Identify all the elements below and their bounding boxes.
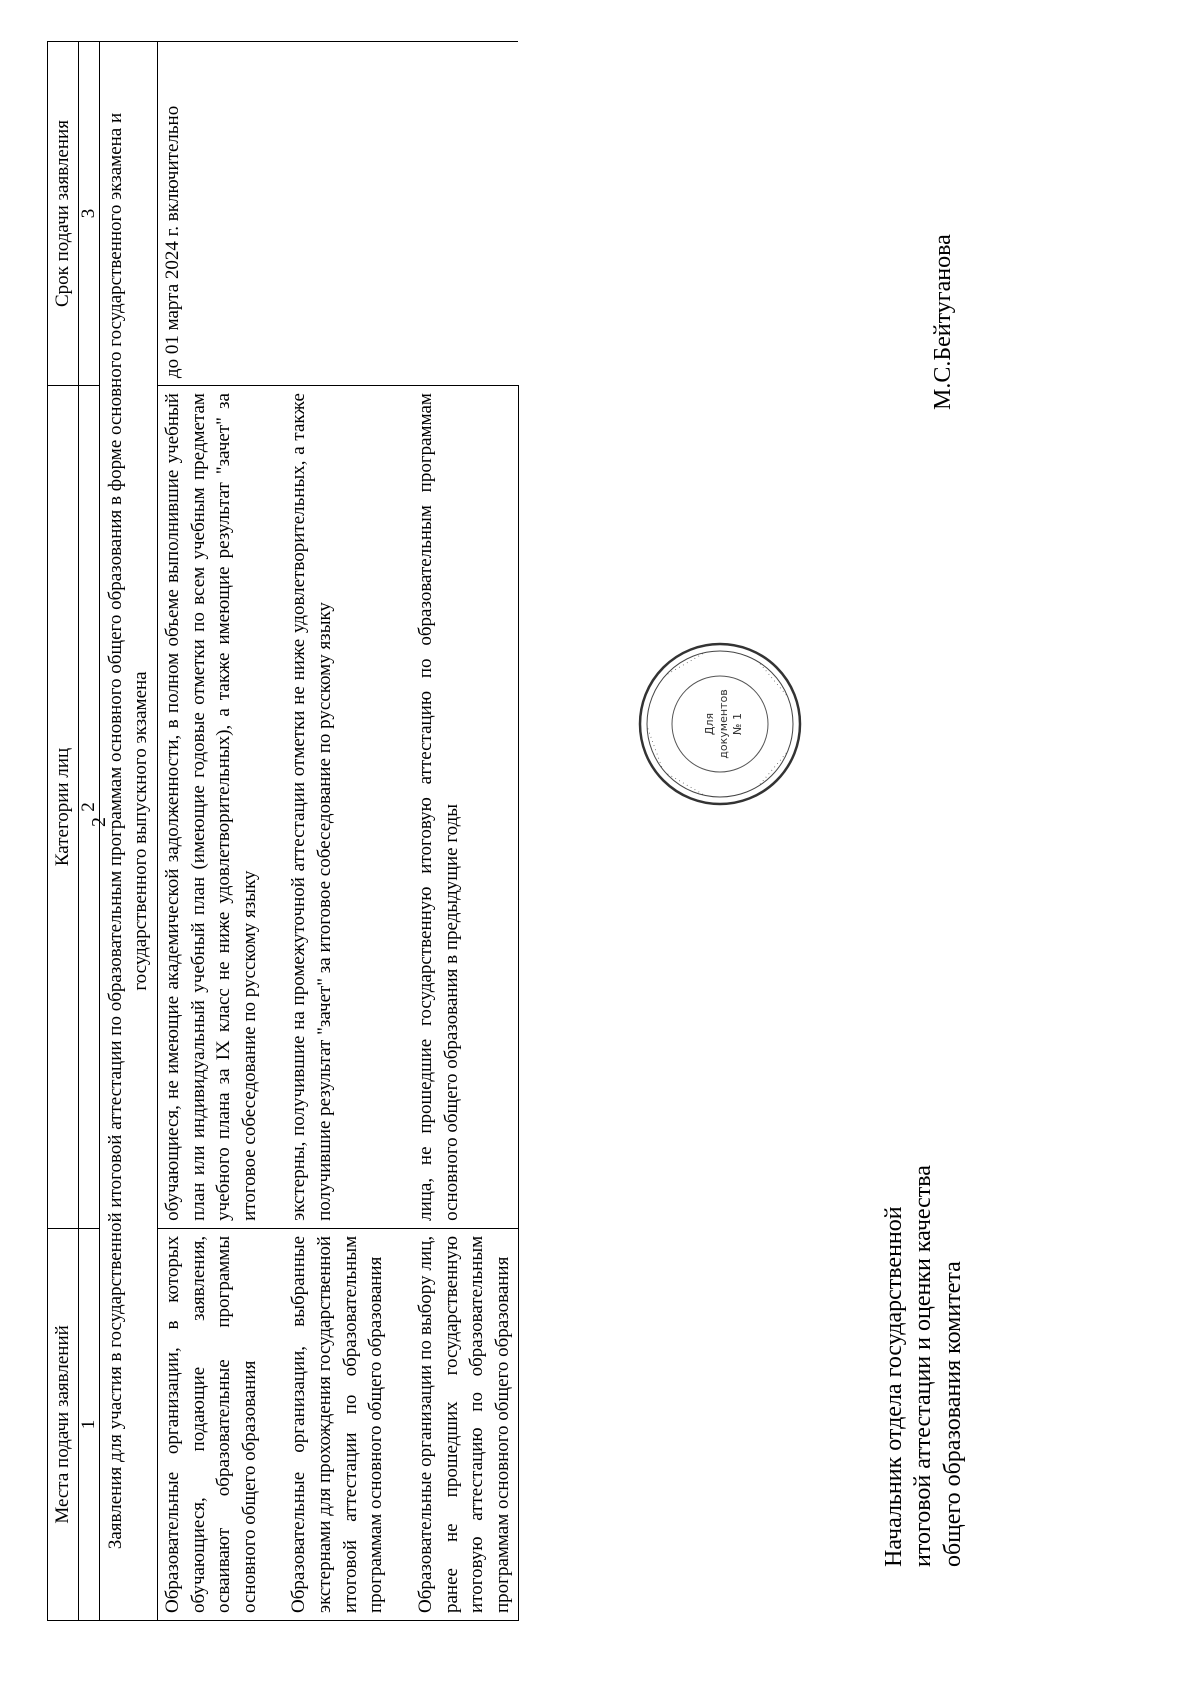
signature-block (880, 1165, 968, 1567)
header-places: Места подачи заявлений (48, 1228, 79, 1620)
column-number-1: 1 (78, 1228, 99, 1620)
row-category: обучающиеся, не имеющие академической задолженности, в полном объеме выполнившие учебный план или индивидуальный учебный план (имеющие годовые отметки по всем учебным предметам учебного плана за IX класс не ниже удовлетворительных), а также имеющие результат "зачет" за итоговое собеседование по русскому языку (157, 386, 264, 1229)
svg-text:Для: Для (703, 712, 716, 736)
signature-line: Начальник отдела государственной (881, 1206, 907, 1567)
column-number-row (78, 42, 99, 1621)
svg-text:· · · · · · · · · ·: · · · · · · · · · · (756, 660, 790, 699)
row-category: экстерны, получившие на промежуточной аттестации отметки не ниже удовлетворительных, а также получившие результат "зачет" за итоговое собеседование по русскому языку (264, 386, 391, 1229)
header-deadline: Срок подачи заявления (48, 42, 79, 386)
signer-name: М.С.Бейтуганова (930, 234, 956, 410)
signature-line: общего образования комитета (939, 1261, 966, 1567)
row-place: Образовательные организации, в которых обучающиеся, подающие заявления, осваивают образовательные программы основного общего образования (157, 1228, 264, 1620)
svg-text:· · · · · · · · · ·: · · · · · · · · · · (644, 726, 667, 769)
svg-text:документов: документов (717, 689, 730, 759)
table-header-row (48, 42, 79, 1621)
row-deadline: до 01 марта 2024 г. включительно (157, 42, 518, 386)
column-number-3: 3 (78, 42, 99, 386)
section-title: Заявления для участия в государственной итоговой аттестации по образовательным программам основного общего образования в форме основного государственного экзамена и государственного выпускного экзамена (99, 42, 157, 1621)
signature-line: итоговой аттестации и оценки качества (910, 1165, 937, 1567)
page-number: 2 (88, 817, 110, 827)
row-place: Образовательные организации по выбору лиц, ранее не прошедших государственную итоговую аттестацию по образовательным программам основного общего образования (391, 1228, 518, 1620)
row-place: Образовательные организации, выбранные экстернами для прохождения государственной итоговой аттестации по образовательным программам основного общего образования (264, 1228, 391, 1620)
official-stamp-seal (635, 639, 805, 809)
header-categories: Категории лиц (48, 386, 79, 1229)
svg-text:· · · · · · · · · ·: · · · · · · · · · · (756, 749, 790, 788)
svg-text:№ 1: № 1 (731, 713, 744, 735)
svg-text:· · · · · · · · · ·: · · · · · · · · · · (665, 769, 706, 798)
row-category: лица, не прошедшие государственную итоговую аттестацию по образовательным программам основного общего образования в предыдущие годы (391, 386, 518, 1229)
svg-text:· · · · · · · · · ·: · · · · · · · · · · (665, 650, 706, 679)
table-row (157, 42, 264, 1621)
applications-table (47, 41, 519, 1621)
column-number-2: 2 (78, 386, 99, 1229)
section-title-row (99, 42, 157, 1621)
